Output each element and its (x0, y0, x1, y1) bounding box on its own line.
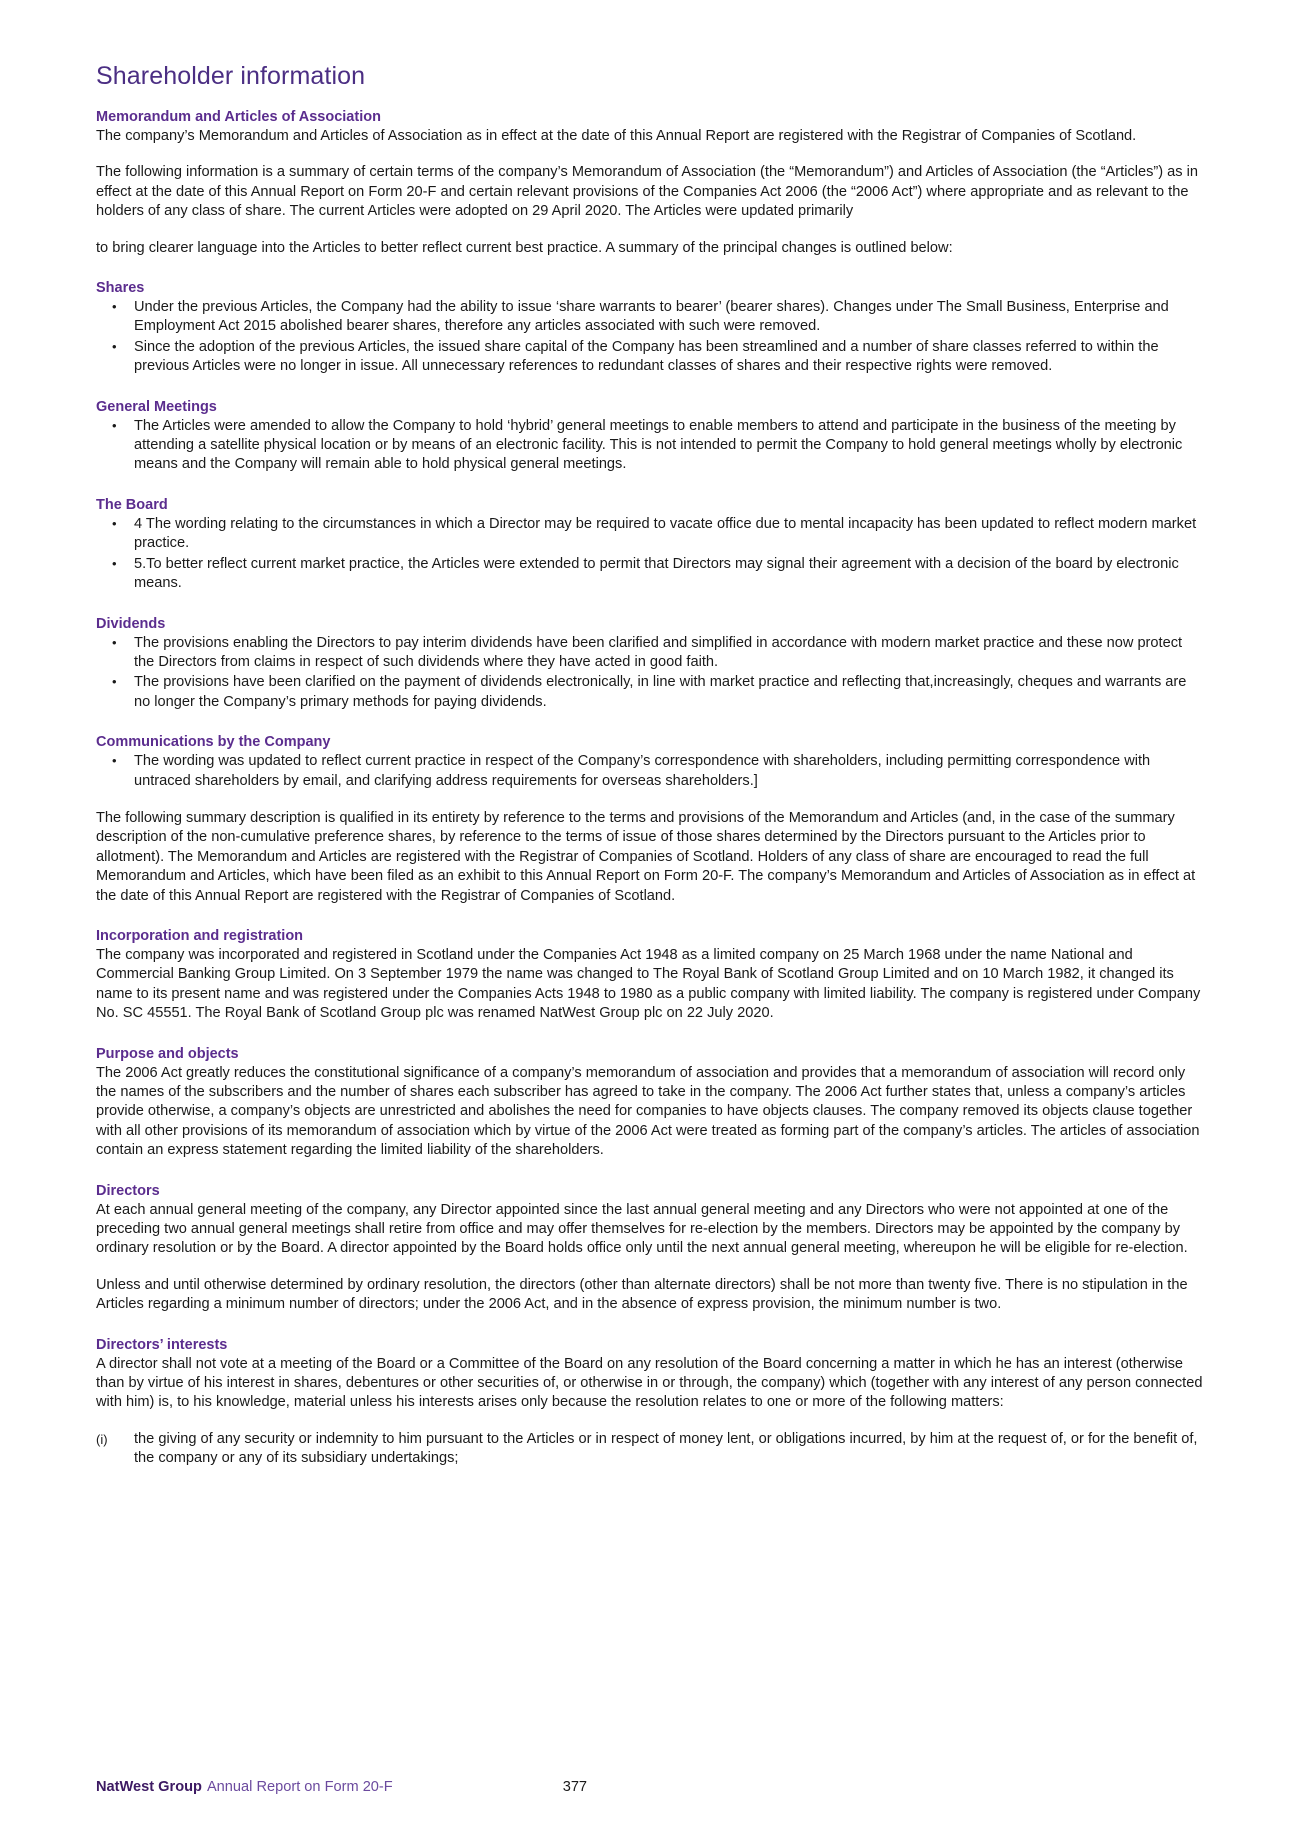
page-footer (96, 1779, 1204, 1795)
summary-qualification-paragraph: The following summary description is qualified in its entirety by reference to the terms and provisions of the Memorandum and Articles (and, in the case of the summary description of the non-cumulative preference shares, by reference to the terms of issue of those shares determined by the Directors pursuant to the Articles prior to allotment). The Memorandum and Articles are registered with the Registrar of Companies of Scotland. Holders of any class of share are encouraged to read the full Memorandum and Articles, which have been filed as an exhibit to this Annual Report on Form 20-F. The company’s Memorandum and Articles of Association as in effect at the date of this Annual Report are registered with the Registrar of Companies of Scotland. (96, 809, 1196, 904)
roman-item-text: the giving of any security or indemnity to him pursuant to the Articles or in respect of money lent, or obligations incurred, by him at the request of, or for the benefit of, the company or any of its subsidiary undertakings; (134, 1430, 1198, 1467)
section-heading-communications: Communications by the Company (96, 734, 331, 751)
list-item: • The provisions enabling the Directors to pay interim dividends have been clarified and simplified in accordance with modern market practice and these now protect the Directors from claims in respect of such dividends where they have acted in good faith. (96, 634, 1204, 673)
section-heading-dividends: Dividends (96, 615, 166, 632)
section-heading-directors-interests: Directors’ interests (96, 1336, 228, 1353)
list-item: • 5.To better reflect current market practice, the Articles were extended to permit that Directors may signal their agreement with a decision of the board by electronic means. (96, 555, 1204, 594)
section-heading-memorandum: Memorandum and Articles of Association (96, 109, 381, 125)
footer-report-title: Annual Report on Form 20-F (206, 1779, 393, 1795)
section-heading-general-meetings: General Meetings (96, 398, 217, 415)
directors-paragraph-1: At each annual general meeting of the company, any Director appointed since the last annual general meeting and any Directors who were not appointed at one of the preceding two annual general meetings shall retire from office and may offer themselves for re-election by the members. Directors may be appointed by the company by ordinary resolution or by the Board. A director appointed by the Board holds office only until the next annual general meeting, whereupon he will be eligible for re-election. (96, 1201, 1188, 1257)
general-meetings-bullet-list (96, 417, 1204, 475)
footer-brand: NatWest Group (96, 1779, 202, 1795)
roman-marker: (i) (96, 1431, 108, 1447)
footer-page-number: 377 (562, 1779, 588, 1795)
purpose-paragraph: The 2006 Act greatly reduces the constitutional significance of a company’s memorandum of association and provides that a memorandum of association will record only the names of the subscribers and the number of shares each subscriber has agreed to take in the company. The 2006 Act further states that, unless a company’s articles provide otherwise, a company’s objects are unrestricted and abolishes the need for companies to have objects clauses. The company removed its objects clause together with all other provisions of its memorandum of association which by virtue of the 2006 Act were treated as forming part of the company’s articles. The articles of association contain an express statement regarding the limited liability of the shareholders. (96, 1064, 1200, 1159)
communications-bullet-list (96, 752, 1204, 791)
spacer (96, 792, 1204, 809)
memorandum-paragraph-2: The following information is a summary of certain terms of the company’s Memorandum of Association (the “Memorandum”) and Articles of Association (the “Articles”) as in effect at the date of this Annual Report on Form 20-F and certain relevant provisions of the Companies Act 2006 (the “2006 Act”) where appropriate and as relevant to the holders of any class of share. The current Articles were adopted on 29 April 2020. The Articles were updated primarily (96, 164, 1198, 220)
page-title: Shareholder information (96, 62, 366, 90)
list-item: • The provisions have been clarified on the payment of dividends electronically, in line with market practice and reflecting that,increasingly, cheques and warrants are no longer the Company’s primary methods for paying dividends. (96, 673, 1204, 712)
shares-bullet-list (96, 298, 1204, 377)
section-heading-purpose: Purpose and objects (96, 1045, 239, 1062)
section-heading-incorporation: Incorporation and registration (96, 927, 304, 944)
list-item: • 4 The wording relating to the circumstances in which a Director may be required to vacate office due to mental incapacity has been updated to reflect modern market practice. (96, 515, 1204, 554)
directors-paragraph-2: Unless and until otherwise determined by ordinary resolution, the directors (other than alternate directors) shall be not more than twenty five. There is no stipulation in the Articles regarding a minimum number of directors; under the 2006 Act, and in the absence of express provision, the minimum number is two. (96, 1276, 1188, 1313)
memorandum-paragraph-3: to bring clearer language into the Articles to better reflect current best practice. A summary of the principal changes is outlined below: (96, 239, 953, 256)
section-heading-directors: Directors (96, 1182, 160, 1199)
the-board-bullet-list (96, 515, 1204, 594)
directors-interests-paragraph: A director shall not vote at a meeting of the Board or a Committee of the Board on any resolution of the Board concerning a matter in which he has an interest (otherwise than by virtue of his interest in shares, debentures or other securities of, or otherwise in or through, the company) which (together with any interest of any person connected with him) is, to his knowledge, material unless his interests arises only because the resolution relates to one or more of the following matters: (96, 1355, 1203, 1411)
memorandum-paragraph-1: The company’s Memorandum and Articles of Association as in effect at the date of this Annual Report are registered with the Registrar of Companies of Scotland. (96, 128, 1137, 144)
section-heading-shares: Shares (96, 280, 145, 297)
dividends-bullet-list (96, 634, 1204, 713)
incorporation-paragraph: The company was incorporated and registered in Scotland under the Companies Act 1948 as a limited company on 25 March 1968 under the name National and Commercial Banking Group Limited. On 3 September 1979 the name was changed to The Royal Bank of Scotland Group Limited and on 10 March 1982, it changed its name to its present name and was registered under the Companies Acts 1948 to 1980 as a public company with limited liability. The company is registered under Company No. SC 45551. The Royal Bank of Scotland Group plc was renamed NatWest Group plc on 22 July 2020. (96, 946, 1201, 1022)
list-item: • Since the adoption of the previous Articles, the issued share capital of the Company has been streamlined and a number of share classes referred to within the previous Articles were no longer in issue. All unnecessary references to redundant classes of shares and their respective rights were removed. (96, 338, 1204, 377)
list-item: • The wording was updated to reflect current practice in respect of the Company’s correspondence with shareholders, including permitting correspondence with untraced shareholders by email, and clarifying address requirements for overseas shareholders.] (96, 752, 1204, 791)
list-item: • Under the previous Articles, the Company had the ability to issue ‘share warrants to bearer’ (bearer shares). Changes under The Small Business, Enterprise and Employment Act 2015 abolished bearer shares, therefore any articles associated with such were removed. (96, 298, 1204, 337)
list-item: • The Articles were amended to allow the Company to hold ‘hybrid’ general meetings to enable members to attend and participate in the business of the meeting by attending a satellite physical location or by means of an electronic facility. This is not intended to permit the Company to hold general meetings wholly by electronic means and the Company will remain able to hold physical general meetings. (96, 417, 1204, 475)
roman-list-item (96, 1430, 1204, 1469)
section-heading-the-board: The Board (96, 496, 168, 513)
